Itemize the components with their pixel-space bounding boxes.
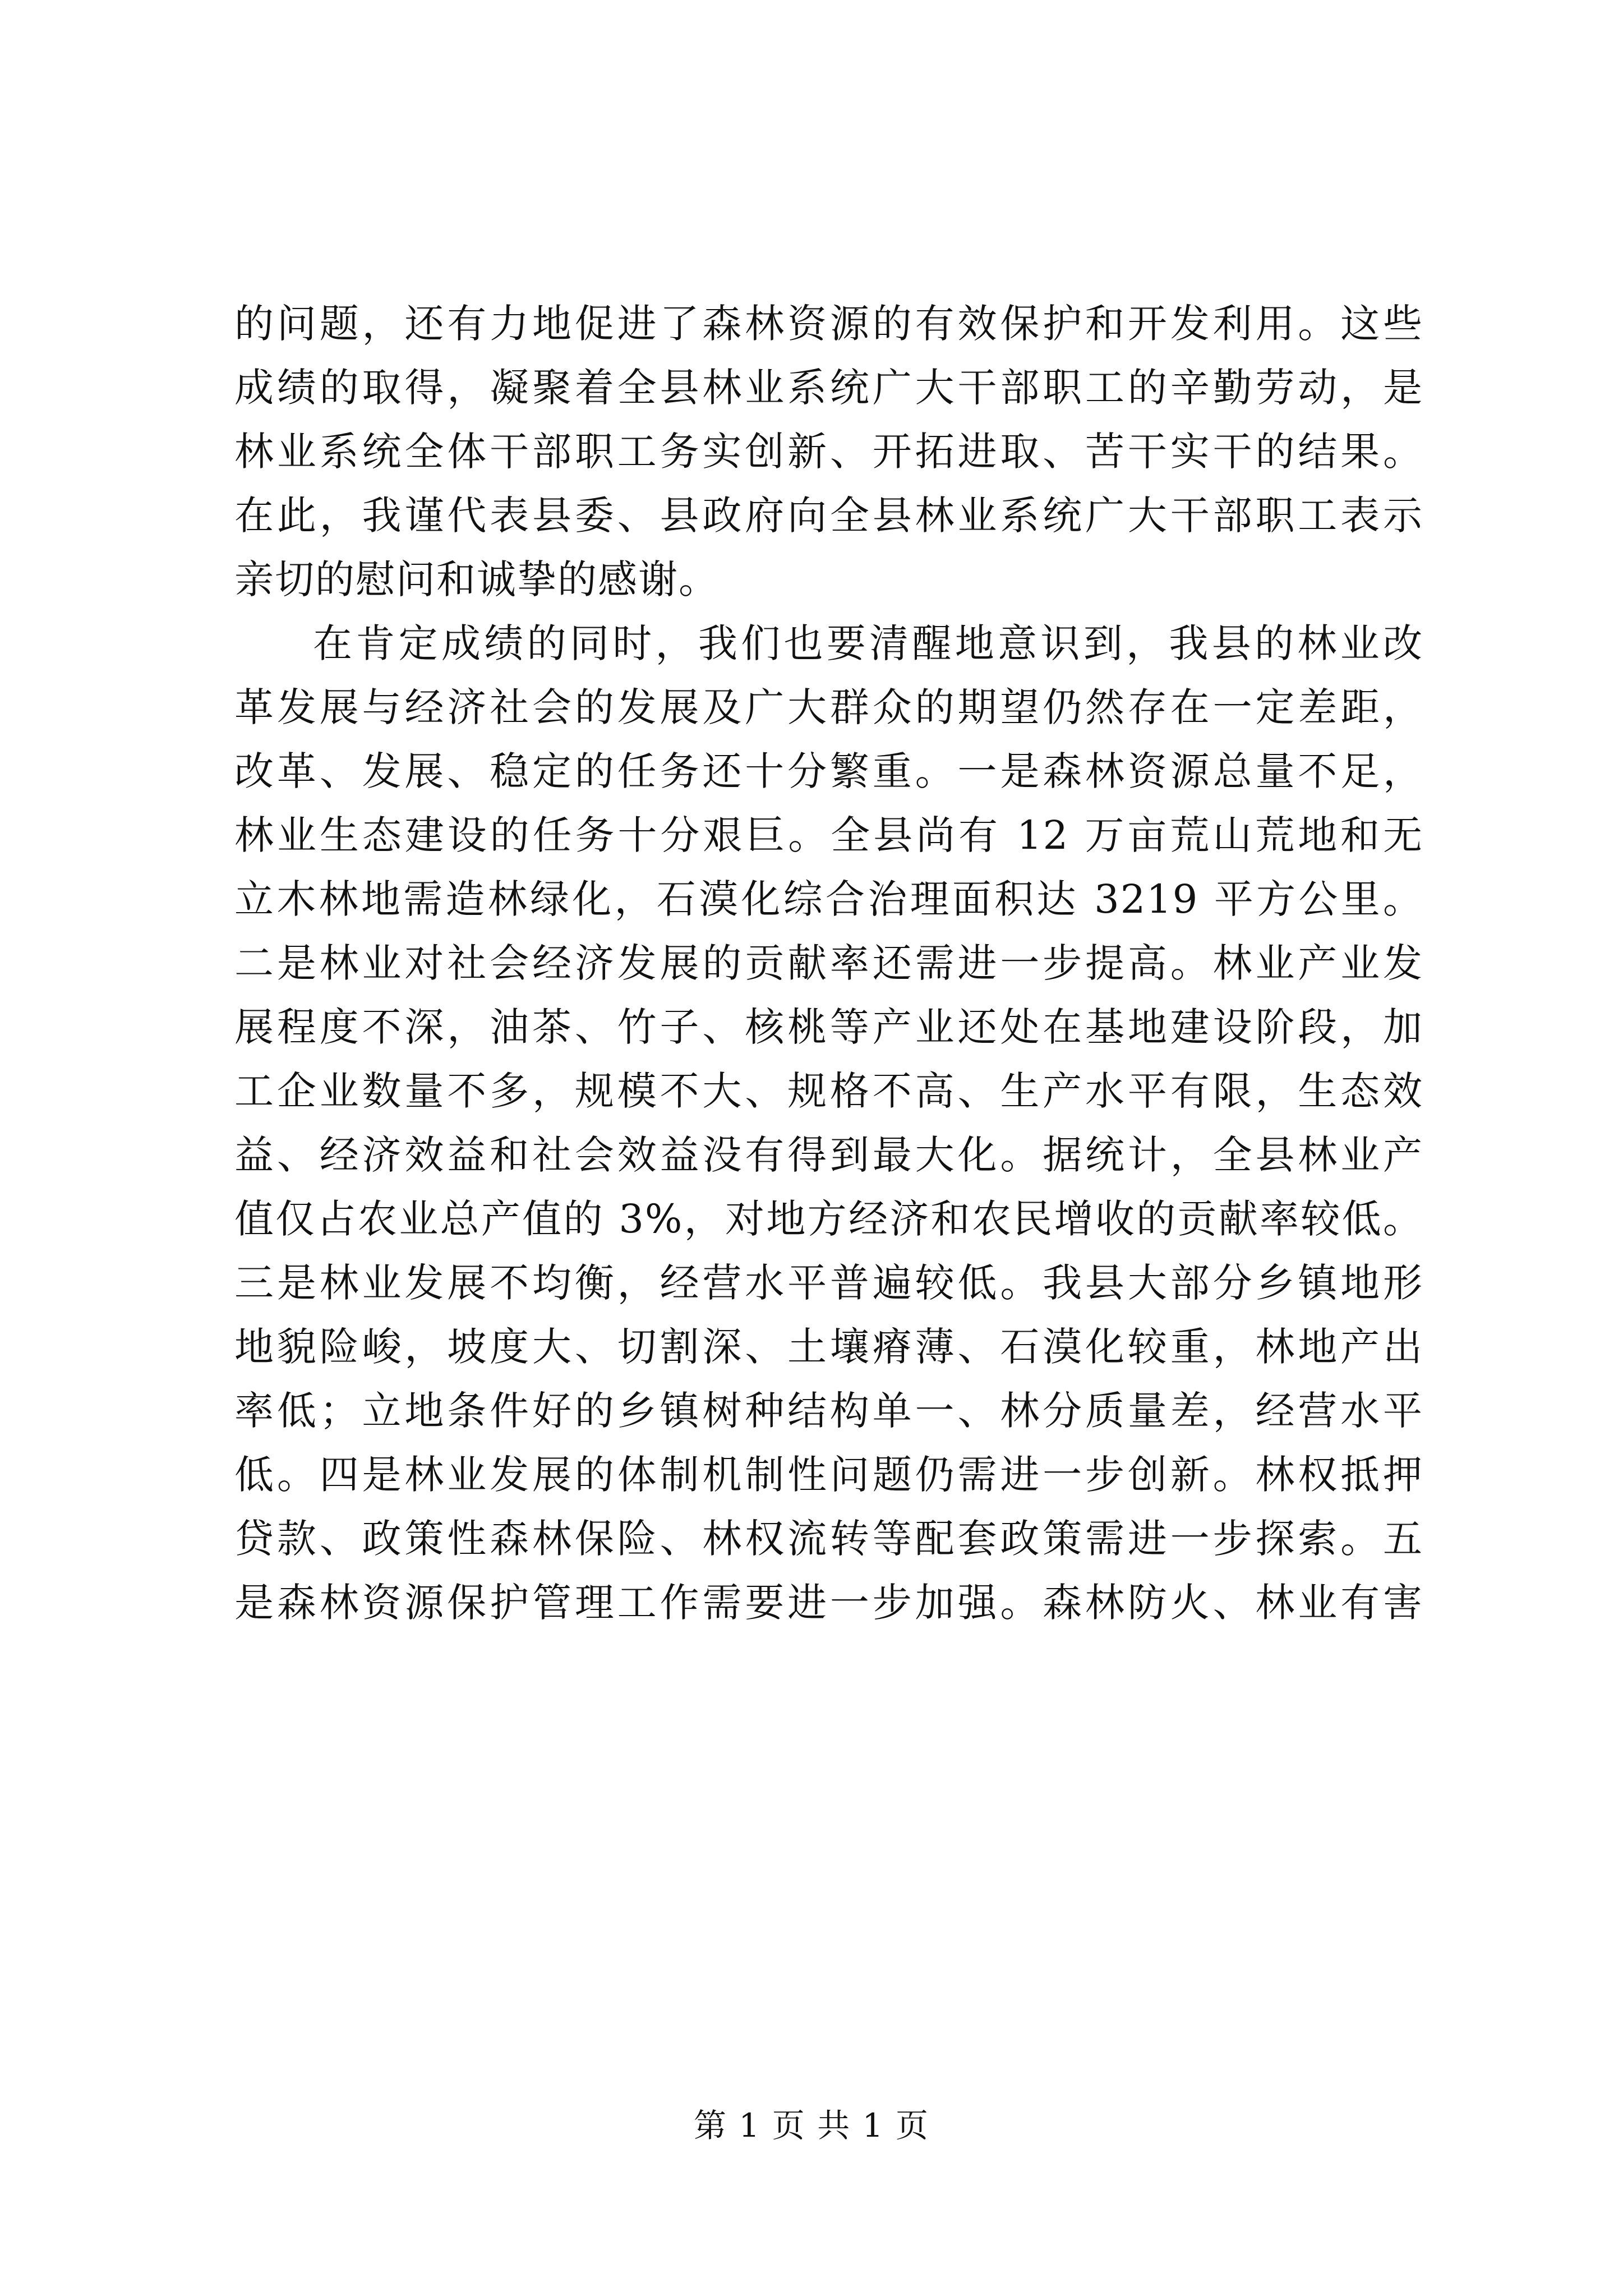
- page-number-footer: 第 1 页 共 1 页: [694, 2106, 929, 2145]
- text-line: 亲切的慰问和诚挚的感谢。: [234, 556, 719, 602]
- text-line: 改革、发展、稳定的任务还十分繁重。一是森林资源总量不足，: [234, 748, 1423, 794]
- text-line: 革发展与经济社会的发展及广大群众的期望仍然存在一定差距，: [234, 684, 1423, 730]
- text-line: 的问题，还有力地促进了森林资源的有效保护和开发利用。这些: [234, 301, 1423, 347]
- text-line: 益、经济效益和社会效益没有得到最大化。据统计，全县林业产: [234, 1132, 1423, 1178]
- text-line: 成绩的取得，凝聚着全县林业系统广大干部职工的辛勤劳动，是: [234, 365, 1423, 411]
- text-line: 贷款、政策性森林保险、林权流转等配套政策需进一步探索。五: [234, 1516, 1423, 1562]
- text-line: 地貌险峻，坡度大、切割深、土壤瘠薄、石漠化较重，林地产出: [234, 1324, 1423, 1370]
- text-line: 林业系统全体干部职工务实创新、开拓进取、苦干实干的结果。: [234, 429, 1423, 475]
- text-line: 林业生态建设的任务十分艰巨。全县尚有 12 万亩荒山荒地和无: [234, 812, 1423, 858]
- text-line: 值仅占农业总产值的 3%，对地方经济和农民增收的贡献率较低。: [234, 1196, 1423, 1242]
- text-line: 是森林资源保护管理工作需要进一步加强。森林防火、林业有害: [234, 1580, 1423, 1626]
- text-line: 展程度不深，油茶、竹子、核桃等产业还处在基地建设阶段，加: [234, 1004, 1423, 1050]
- document-body: [234, 292, 1423, 1635]
- text-line: 三是林业发展不均衡，经营水平普遍较低。我县大部分乡镇地形: [234, 1260, 1423, 1306]
- text-line: 二是林业对社会经济发展的贡献率还需进一步提高。林业产业发: [234, 940, 1423, 986]
- text-line: 低。四是林业发展的体制机制性问题仍需进一步创新。林权抵押: [234, 1452, 1423, 1498]
- paragraph-first-line: 在肯定成绩的同时，我们也要清醒地意识到，我县的林业改: [313, 620, 1423, 666]
- text-line: 立木林地需造林绿化，石漠化综合治理面积达 3219 平方公里。: [234, 876, 1423, 922]
- text-line: 工企业数量不多，规模不大、规格不高、生产水平有限，生态效: [234, 1068, 1423, 1114]
- text-line: 率低；立地条件好的乡镇树种结构单一、林分质量差，经营水平: [234, 1388, 1423, 1434]
- text-line: 在此，我谨代表县委、县政府向全县林业系统广大干部职工表示: [234, 493, 1423, 539]
